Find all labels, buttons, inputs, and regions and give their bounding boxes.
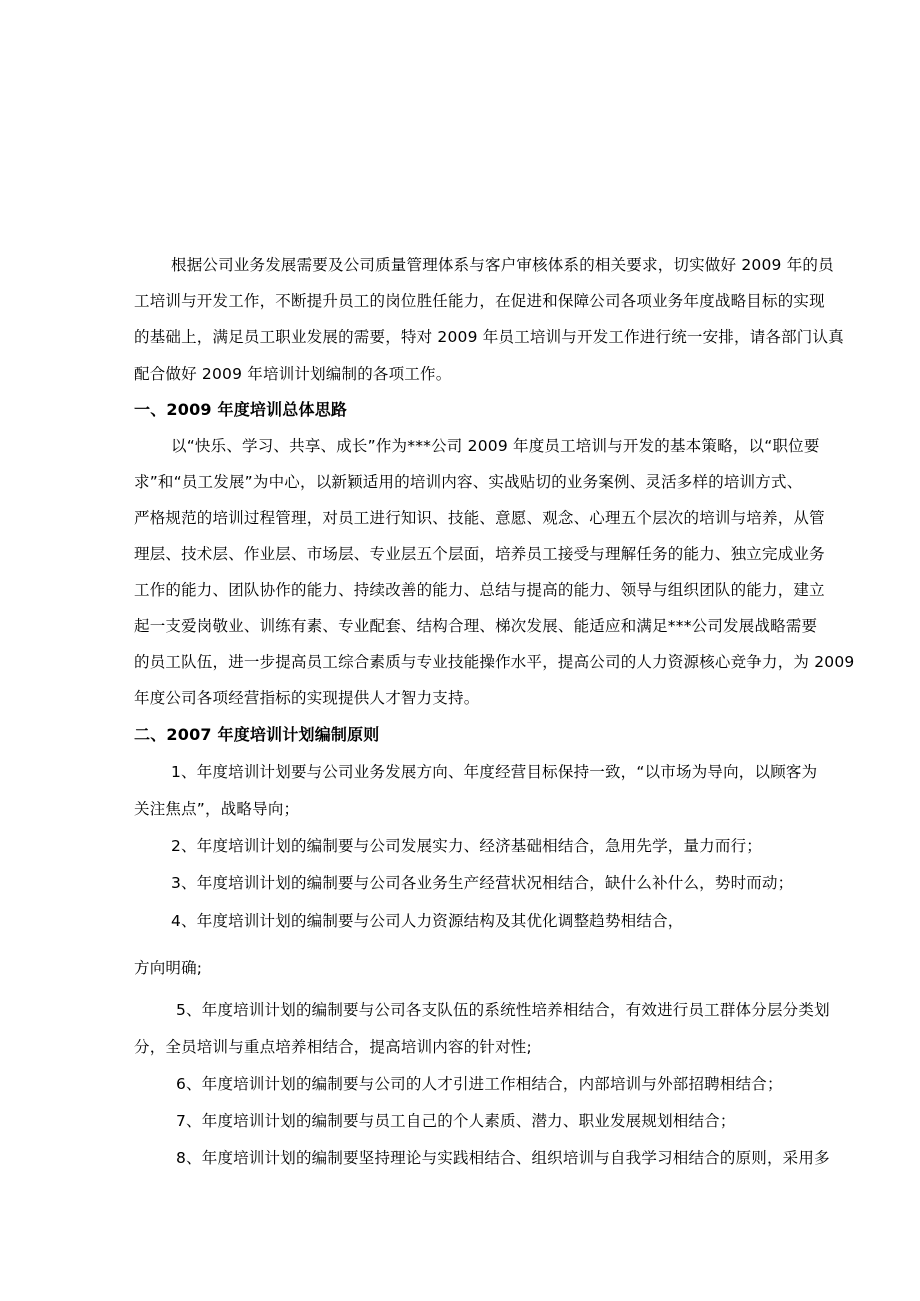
section-1-line-3: 严格规范的培训过程管理，对员工进行知识、技能、意愿、观念、心理五个层次的培训与培养，从管 <box>134 509 825 527</box>
principle-1-line-1: 1、年度培训计划要与公司业务发展方向、年度经营目标保持一致，“以市场为导向，以顾客为 <box>171 763 818 781</box>
principle-4-line-1: 4、年度培训计划的编制要与公司人力资源结构及其优化调整趋势相结合， <box>171 912 684 930</box>
intro-line-3: 的基础上，满足员工职业发展的需要，特对 2009 年员工培训与开发工作进行统一安排，请各部门认真 <box>134 328 844 346</box>
principle-6: 6、年度培训计划的编制要与公司的人才引进工作相结合，内部培训与外部招聘相结合； <box>176 1075 783 1093</box>
section-1-line-5: 工作的能力、团队协作的能力、持续改善的能力、总结与提高的能力、领导与组织团队的能力，建立 <box>134 581 825 599</box>
principle-5-line-2: 分，全员培训与重点培养相结合，提高培训内容的针对性; <box>134 1038 532 1056</box>
section-1-line-1: 以“快乐、学习、共享、成长”作为***公司 2009 年度员工培训与开发的基本策略，以“职位要 <box>171 437 820 455</box>
intro-line-4: 配合做好 2009 年培训计划编制的各项工作。 <box>134 365 452 383</box>
section-1-line-6: 起一支爱岗敬业、训练有素、专业配套、结构合理、梯次发展、能适应和满足***公司发展战略需要 <box>134 617 818 635</box>
principle-5-line-1: 5、年度培训计划的编制要与公司各支队伍的系统性培养相结合，有效进行员工群体分层分类划 <box>176 1001 830 1019</box>
principle-8-line-1: 8、年度培训计划的编制要坚持理论与实践相结合、组织培训与自我学习相结合的原则，采用多 <box>176 1149 830 1167</box>
principle-7: 7、年度培训计划的编制要与员工自己的个人素质、潜力、职业发展规划相结合； <box>176 1112 736 1130</box>
section-1-heading: 一、2009 年度培训总体思路 <box>134 400 348 419</box>
intro-line-1: 根据公司业务发展需要及公司质量管理体系与客户审核体系的相关要求，切实做好 2009 年的员 <box>171 256 834 274</box>
section-1-line-4: 理层、技术层、作业层、市场层、专业层五个层面，培养员工接受与理解任务的能力、独立完成业务 <box>134 545 825 563</box>
section-2-heading: 二、2007 年度培训计划编制原则 <box>134 725 380 744</box>
section-1-line-7: 的员工队伍，进一步提高员工综合素质与专业技能操作水平，提高公司的人力资源核心竞争力，为 2009 <box>134 653 855 671</box>
principle-2: 2、年度培训计划的编制要与公司发展实力、经济基础相结合，急用先学，量力而行； <box>171 837 762 855</box>
section-1-line-8: 年度公司各项经营指标的实现提供人才智力支持。 <box>134 689 480 707</box>
principle-3: 3、年度培训计划的编制要与公司各业务生产经营状况相结合，缺什么补什么，势时而动； <box>171 874 794 892</box>
intro-line-2: 工培训与开发工作，不断提升员工的岗位胜任能力，在促进和保障公司各项业务年度战略目标的实现 <box>134 292 825 310</box>
principle-4-line-2: 方向明确; <box>134 959 203 977</box>
principle-1-line-2: 关注焦点”，战略导向； <box>134 800 300 818</box>
section-1-line-2: 求”和“员工发展”为中心，以新颖适用的培训内容、实战贴切的业务案例、灵活多样的培训方式、 <box>134 473 803 491</box>
